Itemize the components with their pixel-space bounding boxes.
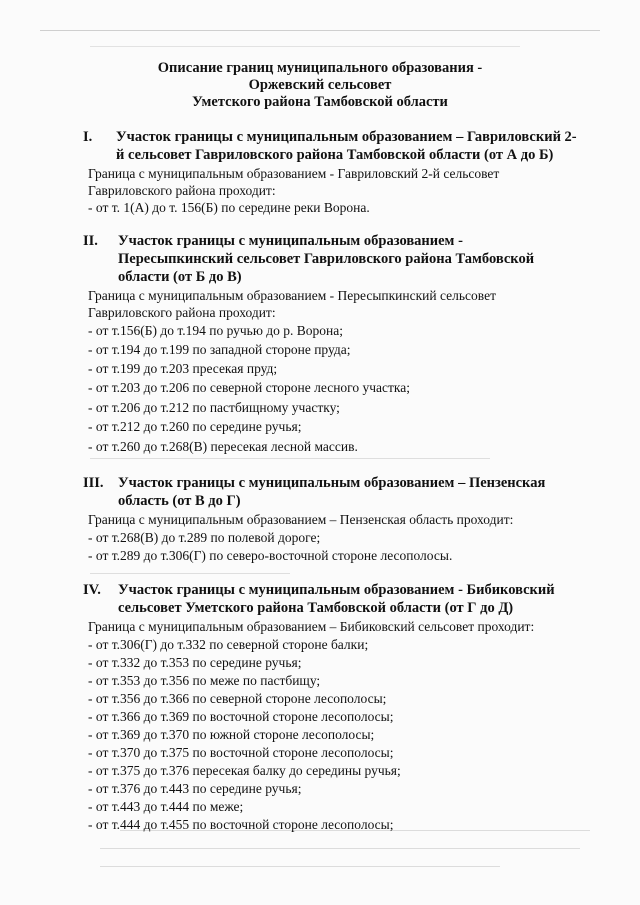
section-4-item: - от т.444 до т.455 по восточной стороне лесополосы; <box>88 817 394 832</box>
section-2-heading-line-2: Пересыпкинский сельсовет Гавриловского района Тамбовской <box>118 251 535 267</box>
title-line-1: Описание границ муниципального образования - <box>157 60 483 76</box>
section-3-item: - от т.268(В) до т.289 по полевой дороге; <box>88 530 321 545</box>
scan-noise <box>90 458 490 459</box>
section-3-number: III. <box>83 475 104 491</box>
scan-noise <box>100 866 500 867</box>
section-2-heading-line-3: области (от Б до В) <box>118 269 242 285</box>
section-2-number: II. <box>83 233 98 249</box>
section-3-item: - от т.289 до т.306(Г) по северо-восточной стороне лесополосы. <box>88 548 453 563</box>
section-3-heading-line-1: Участок границы с муниципальным образованием – Пензенская <box>118 475 546 491</box>
scan-noise <box>100 848 580 849</box>
section-4-item: - от т.306(Г) до т.332 по северной стороне балки; <box>88 637 369 652</box>
section-2-intro-line-1: Граница с муниципальным образованием - Пересыпкинский сельсовет <box>88 288 496 303</box>
section-4-number: IV. <box>83 582 101 598</box>
section-4-intro: Граница с муниципальным образованием – Бибиковский сельсовет проходит: <box>88 619 535 634</box>
section-2-item: - от т.260 до т.268(В) пересекая лесной массив. <box>88 439 358 454</box>
section-4-item: - от т.376 до т.443 по середине ручья; <box>88 781 302 796</box>
title-line-2: Оржевский сельсовет <box>248 77 392 93</box>
section-2-heading-line-1: Участок границы с муниципальным образованием - <box>118 233 463 249</box>
section-1-item: - от т. 1(А) до т. 156(Б) по середине реки Ворона. <box>88 200 370 215</box>
section-4-item: - от т.443 до т.444 по меже; <box>88 799 244 814</box>
section-3-intro: Граница с муниципальным образованием – Пензенская область проходит: <box>88 512 514 527</box>
section-1-number: I. <box>83 129 93 145</box>
section-2-item: - от т.199 до т.203 пресекая пруд; <box>88 361 278 376</box>
section-4-heading-line-1: Участок границы с муниципальным образованием - Бибиковский <box>118 582 555 598</box>
section-4-item: - от т.366 до т.369 по восточной стороне лесополосы; <box>88 709 394 724</box>
section-2-item: - от т.203 до т.206 по северной стороне лесного участка; <box>88 380 411 395</box>
section-1-intro-line-2: Гавриловского района проходит: <box>88 183 276 198</box>
title-line-3: Уметского района Тамбовской области <box>192 94 448 110</box>
section-2-item: - от т.212 до т.260 по середине ручья; <box>88 419 302 434</box>
section-4-item: - от т.370 до т.375 по восточной стороне лесополосы; <box>88 745 394 760</box>
scan-noise <box>40 30 600 31</box>
section-1-heading-line-2: й сельсовет Гавриловского района Тамбовской области (от А до Б) <box>116 147 554 163</box>
section-4-item: - от т.353 до т.356 по меже по пастбищу; <box>88 673 321 688</box>
section-1-heading-line-1: Участок границы с муниципальным образованием – Гавриловский 2- <box>116 129 577 145</box>
section-2-item: - от т.206 до т.212 по пастбищному участку; <box>88 400 340 415</box>
section-2-intro-line-2: Гавриловского района проходит: <box>88 305 276 320</box>
section-4-item: - от т.332 до т.353 по середине ручья; <box>88 655 302 670</box>
section-2-item: - от т.194 до т.199 по западной стороне пруда; <box>88 342 351 357</box>
section-2-item: - от т.156(Б) до т.194 по ручью до р. Ворона; <box>88 323 344 338</box>
section-3-heading-line-2: область (от В до Г) <box>118 493 241 509</box>
scan-noise <box>90 46 520 47</box>
section-4-item: - от т.356 до т.366 по северной стороне лесополосы; <box>88 691 387 706</box>
section-1-intro-line-1: Граница с муниципальным образованием - Гавриловский 2-й сельсовет <box>88 166 500 181</box>
section-4-heading-line-2: сельсовет Уметского района Тамбовской области (от Г до Д) <box>118 600 514 616</box>
section-4-item: - от т.375 до т.376 пересекая балку до середины ручья; <box>88 763 401 778</box>
scan-noise <box>90 573 290 574</box>
section-4-item: - от т.369 до т.370 по южной стороне лесополосы; <box>88 727 375 742</box>
